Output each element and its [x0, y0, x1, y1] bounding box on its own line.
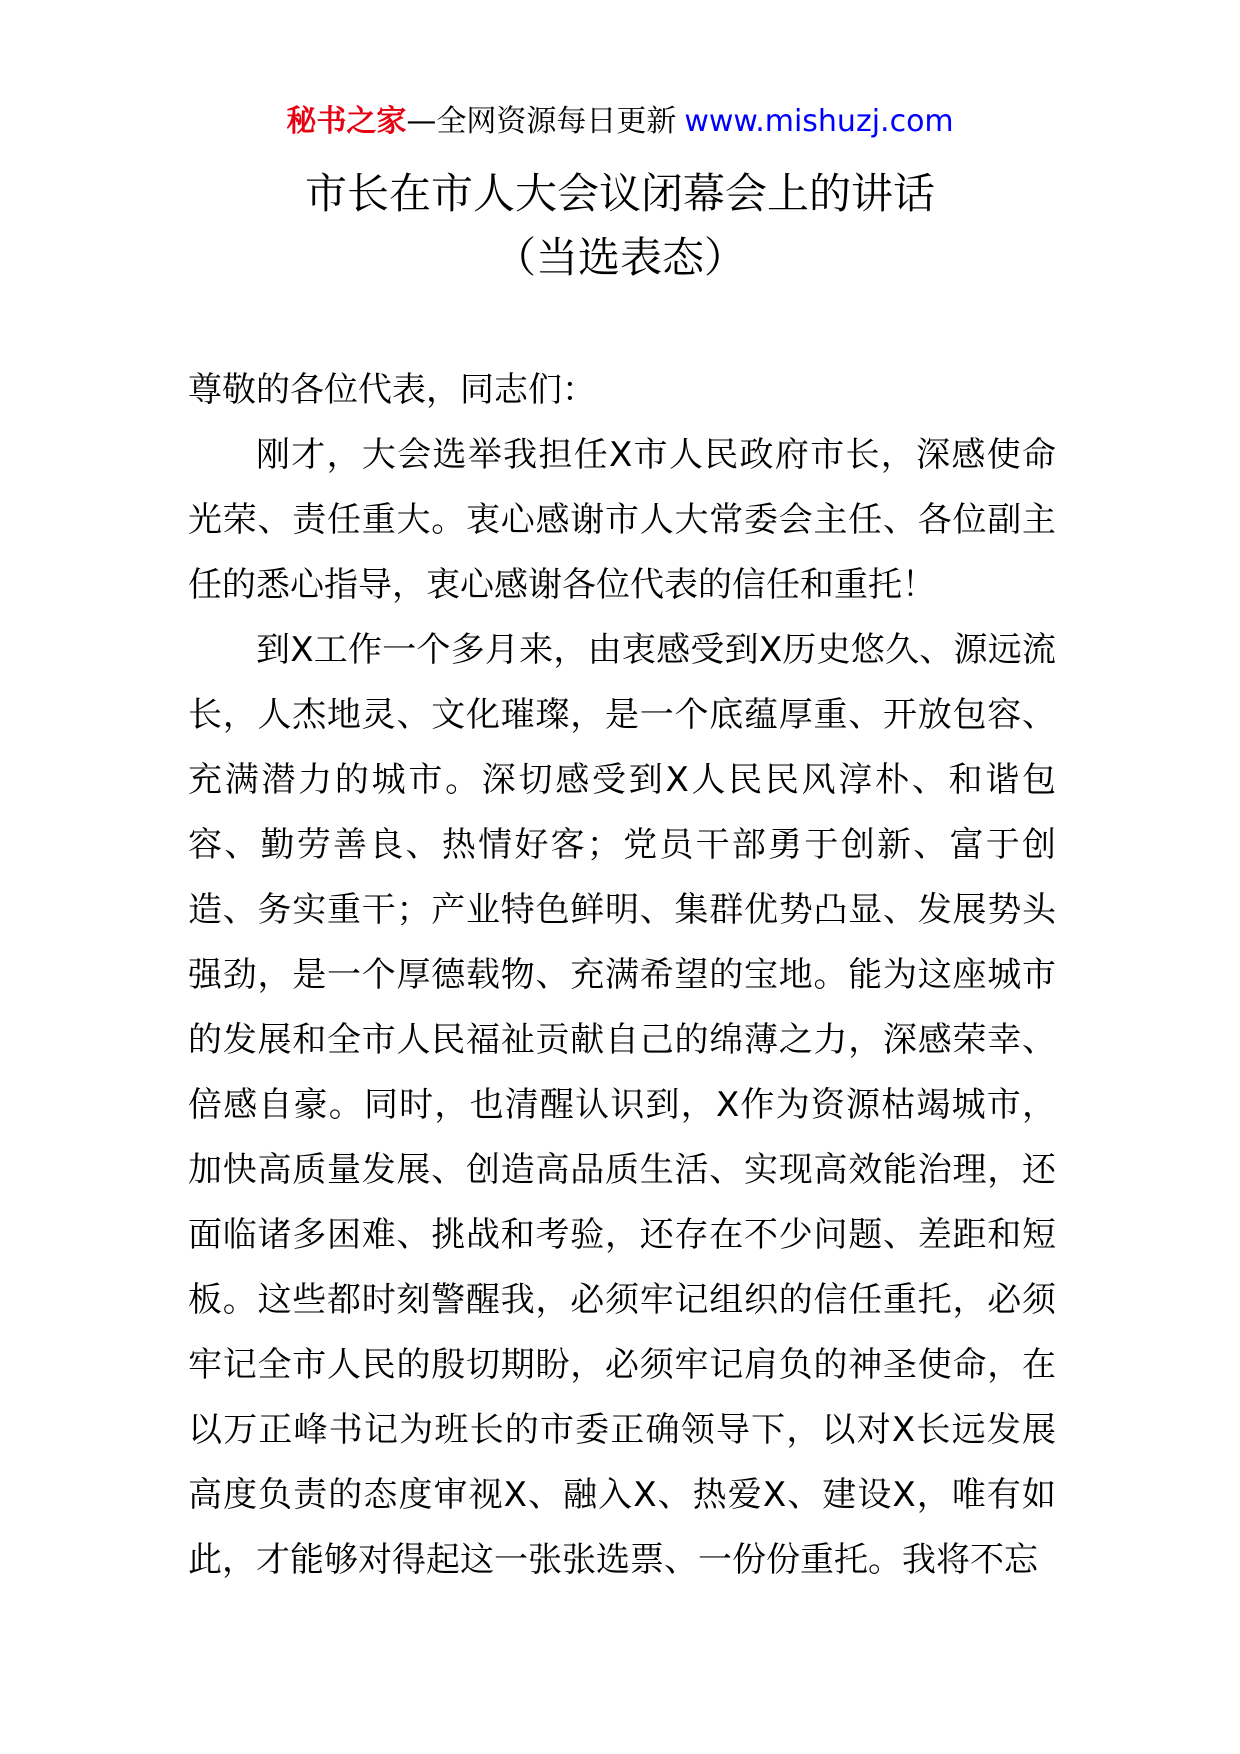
document-title: 市长在市人大会议闭幕会上的讲话: [304, 169, 935, 218]
header-tagline: —全网资源每日更新: [406, 104, 677, 139]
site-url-link[interactable]: www.mishuzj.com: [684, 104, 954, 139]
salutation: 尊敬的各位代表，同志们：: [188, 370, 596, 410]
body-paragraph: 到X工作一个多月来，由衷感受到X历史悠久、源远流长，人杰地灵、文化璀璨，是一个底蕴厚重、开放包容、充满潜力的城市。深切感受到X人民民风淳朴、和谐包容、勤劳善良、热情好客；党员干部勇于创新、富于创造、务实重干；产业特色鲜明、集群优势凸显、发展势头强劲，是一个厚德载物、充满希望的宝地。能为这座城市的发展和全市人民福祉贡献自己的绵薄之力，深感荣幸、倍感自豪。同时，也清醒认识到，X作为资源枯竭城市，加快高质量发展、创造高品质生活、实现高效能治理，还面临诸多困难、挑战和考验，还存在不少问题、差距和短板。这些都时刻警醒我，必须牢记组织的信任重托，必须牢记全市人民的殷切期盼，必须牢记肩负的神圣使命，在以万正峰书记为班长的市委正确领导下，以对X长远发展高度负责的态度审视X、融入X、热爱X、建设X，唯有如此，才能够对得起这一张张选票、一份份重托。我将不忘: [188, 630, 1056, 1580]
brand-name: 秘书之家: [286, 104, 407, 139]
document-body: [188, 358, 1056, 1593]
document-subtitle: （当选表态）: [493, 233, 746, 282]
site-header: [0, 100, 1240, 144]
body-paragraph: 刚才，大会选举我担任X市人民政府市长，深感使命光荣、责任重大。衷心感谢市人大常委会主任、各位副主任的悉心指导，衷心感谢各位代表的信任和重托！: [188, 435, 1056, 605]
